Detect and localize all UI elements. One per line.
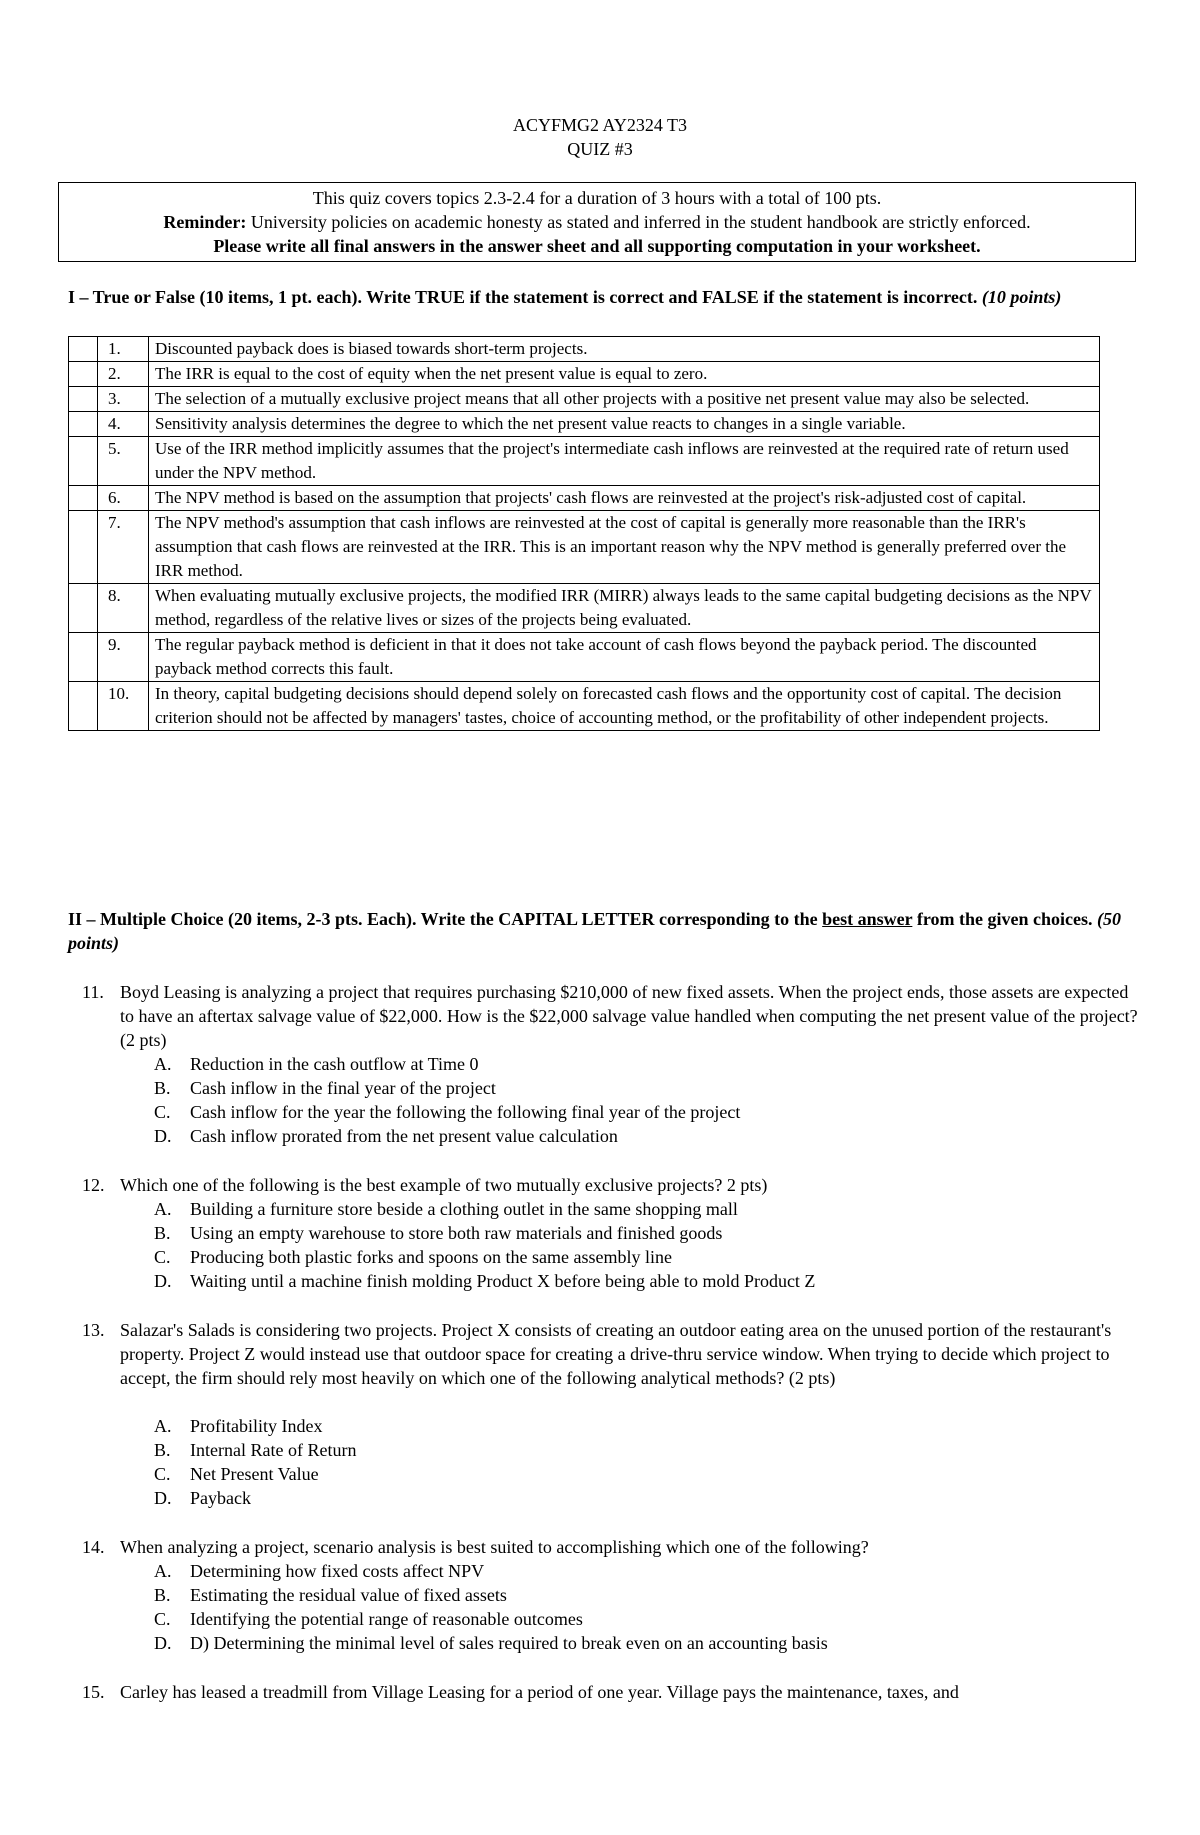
- answer-cell: [69, 437, 98, 486]
- question-stem: Which one of the following is the best example of two mutually exclusive projects? 2 pts): [120, 1175, 768, 1195]
- option-letter: D.: [154, 1271, 172, 1291]
- item-number: 1.: [98, 337, 149, 362]
- option-letter: B.: [154, 1440, 171, 1460]
- option-letter: D.: [154, 1126, 172, 1146]
- item-number: 5.: [98, 437, 149, 486]
- answer-cell: [69, 412, 98, 437]
- answer-cell: [69, 337, 98, 362]
- question-number: 11.: [82, 982, 104, 1002]
- question-15: [82, 1680, 1142, 1704]
- option-text: Net Present Value: [190, 1464, 319, 1484]
- final-answers-instruction: Please write all final answers in the answer sheet and all supporting computation in your worksheet.: [213, 236, 981, 256]
- question-number: 12.: [82, 1175, 105, 1195]
- option-letter: C.: [154, 1609, 171, 1629]
- option-text: Waiting until a machine finish molding Product X before being able to mold Product Z: [190, 1271, 816, 1291]
- item-statement: Discounted payback does is biased towards short-term projects.: [149, 337, 1100, 362]
- item-statement: In theory, capital budgeting decisions should depend solely on forecasted cash flows and the opportunity cost of capital. The decision criterion should not be affected by managers' tastes, choice of accounting method, or the profitability of other independent projects.: [149, 682, 1100, 731]
- reminder-text: University policies on academic honesty as stated and inferred in the student handbook are strictly enforced.: [246, 212, 1031, 232]
- question-stem: Carley has leased a treadmill from Village Leasing for a period of one year. Village pays the maintenance, taxes, and: [120, 1682, 959, 1702]
- section-1-heading-text: I – True or False (10 items, 1 pt. each). Write TRUE if the statement is correct and FALSE if the statement is incorrect.: [68, 287, 978, 307]
- option-letter: D.: [154, 1488, 172, 1508]
- option-letter: A.: [154, 1199, 172, 1219]
- item-number: 6.: [98, 486, 149, 511]
- table-row: [69, 387, 1100, 412]
- question-13-option-a: [154, 1414, 1134, 1438]
- question-13: [82, 1318, 1142, 1388]
- item-statement: The NPV method's assumption that cash inflows are reinvested at the cost of capital is generally more reasonable than the IRR's assumption that cash flows are reinvested at the IRR. This is an important reason why the NPV method is generally preferred over the IRR method.: [149, 511, 1100, 584]
- answer-cell: [69, 362, 98, 387]
- section-1-points: (10 points): [981, 287, 1062, 307]
- item-number: 2.: [98, 362, 149, 387]
- option-letter: C.: [154, 1464, 171, 1484]
- item-number: 4.: [98, 412, 149, 437]
- option-text: Cash inflow in the final year of the project: [190, 1078, 496, 1098]
- option-letter: B.: [154, 1585, 171, 1605]
- table-row: [69, 412, 1100, 437]
- option-text: Identifying the potential range of reasonable outcomes: [190, 1609, 583, 1629]
- course-code-title: ACYFMG2 AY2324 T3: [512, 115, 688, 135]
- option-letter: A.: [154, 1416, 172, 1436]
- section-2-heading-tail: from the given choices.: [912, 909, 1093, 929]
- section-2-heading: [68, 907, 1148, 955]
- question-stem: Salazar's Salads is considering two projects. Project X consists of creating an outdoor eating area on the unused portion of the restaurant's property. Project Z would instead use that outdoor space for creating a drive-thru service window. When trying to decide which project to accept, the firm should rely most heavily on which one of the following analytical methods? (2 pts): [120, 1320, 1112, 1388]
- item-number: 3.: [98, 387, 149, 412]
- item-statement: The regular payback method is deficient in that it does not take account of cash flows beyond the payback period. The discounted payback method corrects this fault.: [149, 633, 1100, 682]
- question-11-option-b: [154, 1076, 1134, 1100]
- option-letter: D.: [154, 1633, 172, 1653]
- true-false-table: [68, 336, 1100, 731]
- question-13-option-d: [154, 1486, 1134, 1510]
- table-row: [69, 486, 1100, 511]
- section-1-heading: [68, 285, 1148, 309]
- item-statement: The NPV method is based on the assumption that projects' cash flows are reinvested at the project's risk-adjusted cost of capital.: [149, 486, 1100, 511]
- item-number: 7.: [98, 511, 149, 584]
- question-14-option-c: [154, 1607, 1134, 1631]
- question-14-option-b: [154, 1583, 1134, 1607]
- answer-cell: [69, 584, 98, 633]
- question-12-option-d: [154, 1269, 1134, 1293]
- option-text: Payback: [190, 1488, 251, 1508]
- question-11-option-c: [154, 1100, 1134, 1124]
- question-11: [82, 980, 1142, 1050]
- quiz-title: QUIZ #3: [567, 139, 633, 159]
- answer-cell: [69, 387, 98, 412]
- table-row: [69, 584, 1100, 633]
- table-row: [69, 633, 1100, 682]
- option-text: Using an empty warehouse to store both raw materials and finished goods: [190, 1223, 723, 1243]
- option-letter: B.: [154, 1078, 171, 1098]
- item-number: 8.: [98, 584, 149, 633]
- item-statement: The IRR is equal to the cost of equity when the net present value is equal to zero.: [149, 362, 1100, 387]
- question-11-option-a: [154, 1052, 1134, 1076]
- option-text: Reduction in the cash outflow at Time 0: [190, 1054, 479, 1074]
- option-text: Profitability Index: [190, 1416, 323, 1436]
- option-text: Estimating the residual value of fixed assets: [190, 1585, 507, 1605]
- question-14-option-d: [154, 1631, 1134, 1655]
- item-statement: The selection of a mutually exclusive project means that all other projects with a positive net present value may also be selected.: [149, 387, 1100, 412]
- notice-line-1: This quiz covers topics 2.3-2.4 for a duration of 3 hours with a total of 100 pts.: [312, 188, 882, 208]
- item-statement: Sensitivity analysis determines the degree to which the net present value reacts to changes in a single variable.: [149, 412, 1100, 437]
- question-13-option-b: [154, 1438, 1134, 1462]
- answer-cell: [69, 633, 98, 682]
- table-row: [69, 511, 1100, 584]
- notice-line-2: [59, 210, 1135, 234]
- question-number: 14.: [82, 1537, 105, 1557]
- answer-cell: [69, 486, 98, 511]
- question-stem: When analyzing a project, scenario analysis is best suited to accomplishing which one of the following?: [120, 1537, 869, 1557]
- answer-cell: [69, 511, 98, 584]
- instructions-box: [58, 182, 1136, 262]
- question-number: 13.: [82, 1320, 105, 1340]
- section-2-heading-text: II – Multiple Choice (20 items, 2-3 pts. Each). Write the CAPITAL LETTER corresponding to the: [68, 909, 823, 929]
- item-statement: When evaluating mutually exclusive projects, the modified IRR (MIRR) always leads to the same capital budgeting decisions as the NPV method, regardless of the relative lives or sizes of the projects being evaluated.: [149, 584, 1100, 633]
- question-12: [82, 1173, 1142, 1197]
- question-stem: Boyd Leasing is analyzing a project that requires purchasing $210,000 of new fixed assets. When the project ends, those assets are expected to have an aftertax salvage value of $22,000. How is the $22,000 salvage value handled when computing the net present value of the project? (2 pts): [120, 982, 1138, 1050]
- reminder-label: Reminder:: [163, 212, 247, 232]
- question-11-option-d: [154, 1124, 1134, 1148]
- option-letter: A.: [154, 1054, 172, 1074]
- option-text: Producing both plastic forks and spoons on the same assembly line: [190, 1247, 672, 1267]
- option-text: D) Determining the minimal level of sales required to break even on an accounting basis: [190, 1633, 828, 1653]
- table-row: [69, 437, 1100, 486]
- question-14: [82, 1535, 1142, 1559]
- option-text: Building a furniture store beside a clothing outlet in the same shopping mall: [190, 1199, 738, 1219]
- option-letter: C.: [154, 1247, 171, 1267]
- section-2-points: (50 points): [68, 909, 1121, 953]
- best-answer-emphasis: best answer: [822, 909, 913, 929]
- option-letter: A.: [154, 1561, 172, 1581]
- question-14-option-a: [154, 1559, 1134, 1583]
- option-text: Internal Rate of Return: [190, 1440, 357, 1460]
- question-number: 15.: [82, 1682, 105, 1702]
- item-number: 10.: [98, 682, 149, 731]
- option-text: Cash inflow prorated from the net present value calculation: [190, 1126, 618, 1146]
- question-12-option-a: [154, 1197, 1134, 1221]
- question-13-option-c: [154, 1462, 1134, 1486]
- option-text: Cash inflow for the year the following the following final year of the project: [190, 1102, 741, 1122]
- answer-cell: [69, 682, 98, 731]
- table-row: [69, 337, 1100, 362]
- item-statement: Use of the IRR method implicitly assumes that the project's intermediate cash inflows are reinvested at the required rate of return used under the NPV method.: [149, 437, 1100, 486]
- table-row: [69, 362, 1100, 387]
- option-letter: C.: [154, 1102, 171, 1122]
- item-number: 9.: [98, 633, 149, 682]
- question-12-option-c: [154, 1245, 1134, 1269]
- option-letter: B.: [154, 1223, 171, 1243]
- table-row: [69, 682, 1100, 731]
- question-12-option-b: [154, 1221, 1134, 1245]
- notice-line-3: [59, 234, 1135, 258]
- option-text: Determining how fixed costs affect NPV: [190, 1561, 485, 1581]
